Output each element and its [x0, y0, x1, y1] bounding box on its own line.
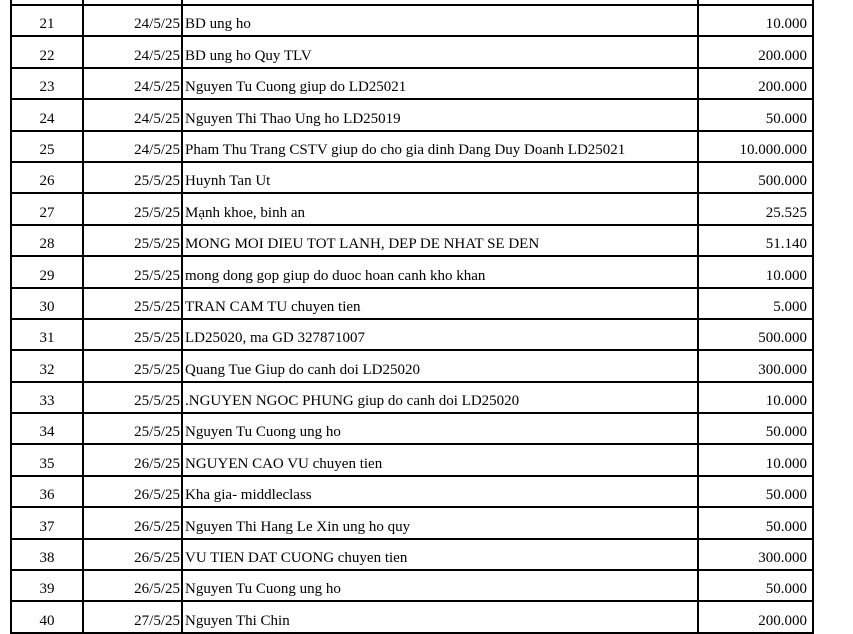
description-cell: .NGUYEN NGOC PHUNG giup do canh doi LD25020	[182, 382, 698, 413]
row-number-cell: 39	[11, 570, 83, 601]
table-row	[11, 350, 813, 381]
table-row	[11, 162, 813, 193]
description-cell: MONG MOI DIEU TOT LANH, DEP DE NHAT SE DEN	[182, 225, 698, 256]
amount-cell: 10.000	[698, 256, 813, 287]
donation-table-body	[11, 0, 813, 633]
amount-cell: 50.000	[698, 413, 813, 444]
date-cell: 26/5/25	[83, 570, 182, 601]
date-cell: 24/5/25	[83, 68, 182, 99]
date-cell: 25/5/25	[83, 256, 182, 287]
description-cell: Pham Thu Trang CSTV giup do cho gia dinh Dang Duy Doanh LD25021	[182, 131, 698, 162]
row-number-cell: 22	[11, 36, 83, 67]
date-cell: 26/5/25	[83, 539, 182, 570]
amount-cell: 500.000	[698, 162, 813, 193]
description-cell: mong dong gop giup do duoc hoan canh kho khan	[182, 256, 698, 287]
date-cell: 25/5/25	[83, 225, 182, 256]
date-cell: 25/5/25	[83, 193, 182, 224]
date-cell: 25/5/25	[83, 162, 182, 193]
row-number-cell: 33	[11, 382, 83, 413]
table-row	[11, 444, 813, 475]
date-cell: 25/5/25	[83, 382, 182, 413]
table-row	[11, 99, 813, 130]
table-row	[11, 476, 813, 507]
description-cell: Nguyen Tu Cuong ung ho	[182, 413, 698, 444]
row-number-cell: 21	[11, 5, 83, 36]
amount-cell: 5.000	[698, 288, 813, 319]
row-number-cell: 32	[11, 350, 83, 381]
table-row	[11, 382, 813, 413]
amount-cell: 10.000	[698, 5, 813, 36]
date-cell: 25/5/25	[83, 319, 182, 350]
description-cell: Quang Tue Giup do canh doi LD25020	[182, 350, 698, 381]
description-cell: Mạnh khoe, binh an	[182, 193, 698, 224]
table-row	[11, 507, 813, 538]
amount-cell: 300.000	[698, 539, 813, 570]
table-row	[11, 5, 813, 36]
date-cell: 25/5/25	[83, 350, 182, 381]
date-cell: 26/5/25	[83, 476, 182, 507]
amount-cell: 200.000	[698, 68, 813, 99]
row-number-cell: 37	[11, 507, 83, 538]
amount-cell: 10.000.000	[698, 131, 813, 162]
row-number-cell: 38	[11, 539, 83, 570]
row-number-cell: 27	[11, 193, 83, 224]
description-cell: BD ung ho	[182, 5, 698, 36]
table-row	[11, 319, 813, 350]
row-number-cell: 34	[11, 413, 83, 444]
amount-cell: 50.000	[698, 476, 813, 507]
description-cell: Huynh Tan Ut	[182, 162, 698, 193]
table-row	[11, 570, 813, 601]
row-number-cell: 24	[11, 99, 83, 130]
row-number-cell: 28	[11, 225, 83, 256]
row-number-cell: 31	[11, 319, 83, 350]
amount-cell: 50.000	[698, 570, 813, 601]
date-cell: 24/5/25	[83, 36, 182, 67]
description-cell: VU TIEN DAT CUONG chuyen tien	[182, 539, 698, 570]
table-row	[11, 193, 813, 224]
date-cell: 25/5/25	[83, 413, 182, 444]
amount-cell: 10.000	[698, 382, 813, 413]
table-row	[11, 225, 813, 256]
description-cell: Nguyen Thi Thao Ung ho LD25019	[182, 99, 698, 130]
amount-cell: 25.525	[698, 193, 813, 224]
date-cell: 26/5/25	[83, 444, 182, 475]
table-row	[11, 256, 813, 287]
row-number-cell: 36	[11, 476, 83, 507]
description-cell: Nguyen Thi Chin	[182, 601, 698, 632]
table-row	[11, 131, 813, 162]
description-cell: BD ung ho Quy TLV	[182, 36, 698, 67]
amount-cell: 200.000	[698, 36, 813, 67]
row-number-cell: 25	[11, 131, 83, 162]
row-number-cell: 30	[11, 288, 83, 319]
row-number-cell: 40	[11, 601, 83, 632]
row-number-cell: 29	[11, 256, 83, 287]
amount-cell: 50.000	[698, 507, 813, 538]
table-row	[11, 288, 813, 319]
date-cell: 26/5/25	[83, 507, 182, 538]
row-number-cell: 35	[11, 444, 83, 475]
amount-cell: 200.000	[698, 601, 813, 632]
description-cell: Nguyen Tu Cuong ung ho	[182, 570, 698, 601]
table-row	[11, 36, 813, 67]
amount-cell: 10.000	[698, 444, 813, 475]
description-cell: LD25020, ma GD 327871007	[182, 319, 698, 350]
description-cell: Nguyen Thi Hang Le Xin ung ho quy	[182, 507, 698, 538]
amount-cell: 500.000	[698, 319, 813, 350]
donation-table	[10, 0, 814, 634]
description-cell: NGUYEN CAO VU chuyen tien	[182, 444, 698, 475]
description-cell: TRAN CAM TU chuyen tien	[182, 288, 698, 319]
date-cell: 24/5/25	[83, 131, 182, 162]
table-row	[11, 413, 813, 444]
table-row	[11, 539, 813, 570]
description-cell: Nguyen Tu Cuong giup do LD25021	[182, 68, 698, 99]
amount-cell: 300.000	[698, 350, 813, 381]
description-cell: Kha gia- middleclass	[182, 476, 698, 507]
row-number-cell: 26	[11, 162, 83, 193]
date-cell: 24/5/25	[83, 99, 182, 130]
amount-cell: 50.000	[698, 99, 813, 130]
amount-cell: 51.140	[698, 225, 813, 256]
table-row	[11, 601, 813, 632]
date-cell: 25/5/25	[83, 288, 182, 319]
row-number-cell: 23	[11, 68, 83, 99]
table-row	[11, 68, 813, 99]
date-cell: 27/5/25	[83, 601, 182, 632]
date-cell: 24/5/25	[83, 5, 182, 36]
